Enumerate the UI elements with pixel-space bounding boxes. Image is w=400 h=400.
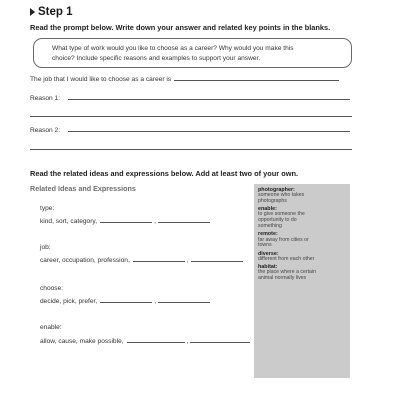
synonyms-text: kind, sort, category, <box>40 218 98 225</box>
synonym-blank-2[interactable] <box>190 342 250 343</box>
synonyms-text: decide, pick, prefer, <box>40 298 98 305</box>
reason-2-line-2[interactable] <box>30 149 352 150</box>
step-title <box>30 6 73 18</box>
synonyms-text: career, occupation, profession, <box>40 257 130 264</box>
glossary-term: remote: <box>258 231 278 238</box>
glossary-definition: someone who takes photographs <box>258 192 305 205</box>
glossary-definition: different from each other <box>258 255 315 262</box>
word-enable: enable: <box>40 324 62 331</box>
synonym-blank-2[interactable] <box>158 302 210 303</box>
job-answer-label: The job that I would like to choose as a career is <box>30 76 172 83</box>
glossary-definition: the place where a certain animal normally lives <box>258 269 316 281</box>
glossary-entry <box>258 264 346 282</box>
job-answer-row <box>30 76 339 83</box>
word-choose: choose: <box>40 285 64 292</box>
glossary-term: photographer: <box>258 187 295 193</box>
job-answer-blank[interactable] <box>174 80 339 81</box>
word-job: job: <box>40 244 51 251</box>
synonyms-job: career, occupation, profession, , <box>40 257 243 264</box>
step-title-text: Step 1 <box>38 6 73 18</box>
synonyms-text: allow, cause, make possible, <box>40 338 124 345</box>
triangle-bullet-icon <box>30 8 35 16</box>
synonym-blank-2[interactable] <box>158 222 210 223</box>
reason-2-label: Reason 2: <box>30 127 61 134</box>
glossary-definition: far away from cities or towns <box>258 236 309 249</box>
reason-1-label: Reason 1: <box>30 95 61 102</box>
reason-2-blank[interactable] <box>68 131 350 132</box>
reason-2-row <box>30 127 350 134</box>
prompt-line-2: choice? Include specific reasons and examples to support your answer. <box>52 54 261 62</box>
word-type: type: <box>40 205 55 212</box>
glossary-entry <box>258 251 346 263</box>
synonyms-enable: allow, cause, make possible, , <box>40 338 250 345</box>
synonym-blank-1[interactable] <box>100 302 152 303</box>
synonyms-type: kind, sort, category, , <box>40 218 210 225</box>
glossary-entry <box>258 187 346 205</box>
glossary-term: diverse: <box>258 250 279 257</box>
prompt-line-1: What type of work would you like to choose as a career? Why would you make this <box>52 45 294 52</box>
related-instructions: Read the related ideas and expressions below. Add at least two of your own. <box>30 169 299 178</box>
reason-1-line-2[interactable] <box>30 116 352 117</box>
related-heading: Related Ideas and Expressions <box>30 184 136 193</box>
prompt-instructions: Read the prompt below. Write down your answer and related key points in the blanks. <box>30 23 331 32</box>
glossary-term: enable: <box>258 206 277 213</box>
glossary-panel <box>254 184 350 378</box>
prompt-box <box>33 38 352 68</box>
synonym-blank-2[interactable] <box>191 261 243 262</box>
glossary-entry <box>258 231 346 249</box>
synonym-blank-1[interactable] <box>133 261 185 262</box>
synonym-blank-1[interactable] <box>127 342 185 343</box>
glossary-entry <box>258 206 346 230</box>
reason-1-row <box>30 95 350 102</box>
glossary-definition: to give someone the opportunity to do something <box>258 211 305 230</box>
reason-1-blank[interactable] <box>68 99 350 100</box>
synonyms-choose: decide, pick, prefer, , <box>40 298 210 305</box>
glossary-term: habitat: <box>258 263 278 270</box>
synonym-blank-1[interactable] <box>100 222 152 223</box>
